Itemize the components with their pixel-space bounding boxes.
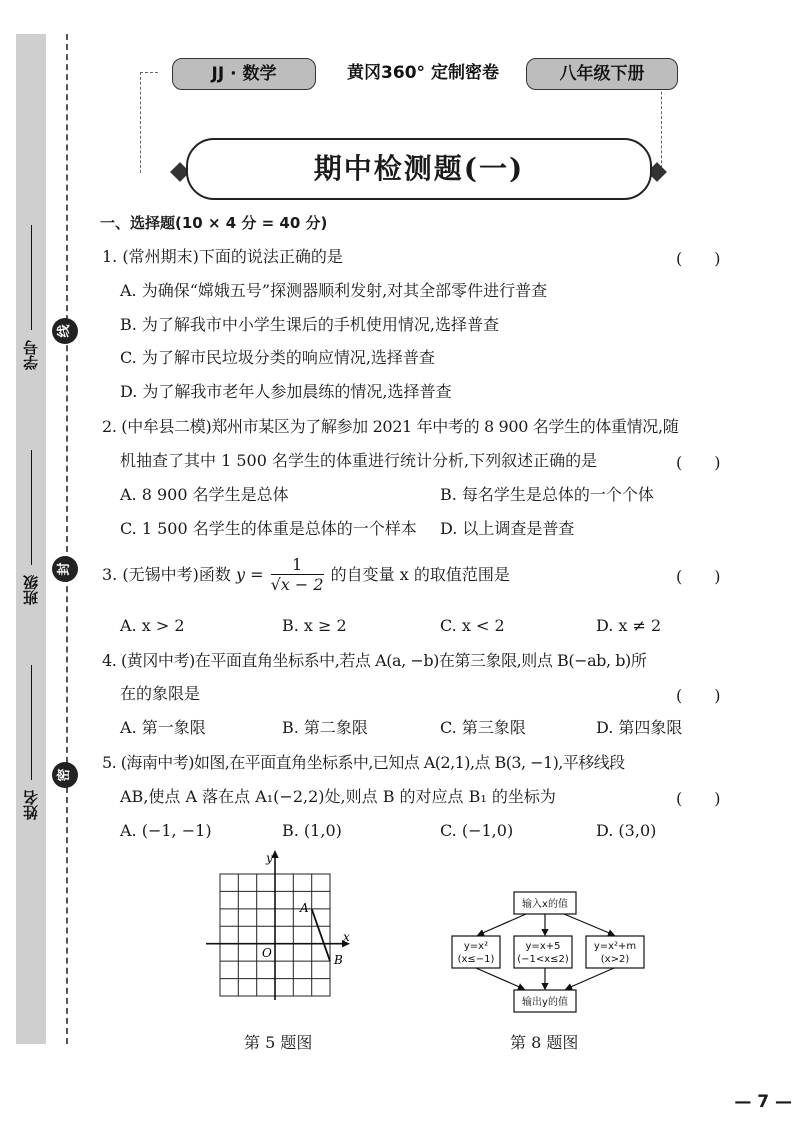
student-number-blank — [31, 225, 32, 330]
q4-option-b: B. 第二象限 — [282, 718, 368, 737]
q4-option-c: C. 第三象限 — [440, 718, 526, 737]
figure-5-caption: 第 5 题图 — [244, 1033, 313, 1052]
figure-5-grid — [200, 850, 360, 1000]
name-label: 姓名 — [22, 790, 40, 820]
q2-stem-line2: 机抽查了其中 1 500 名学生的体重进行统计分析,下列叙述正确的是 — [120, 451, 598, 470]
series-title: 黄冈360° 定制密卷 — [347, 63, 499, 83]
q2-stem-line1: 2. (中牟县二模)郑州市某区为了解参加 2021 年中考的 8 900 名学生的体重情况,随 — [102, 417, 679, 436]
q1-option-a: A. 为确保“嫦娥五号”探测器顺利发射,对其全部零件进行普查 — [120, 281, 548, 300]
segment-ab — [312, 909, 330, 961]
figure-8-caption: 第 8 题图 — [510, 1033, 579, 1052]
q5-stem-line1: 5. (海南中考)如图,在平面直角坐标系中,已知点 A(2,1),点 B(3, −1),平移线段 — [102, 753, 625, 772]
q5-option-b: B. (1,0) — [282, 821, 342, 840]
flow-box3-formula: y=x²+m — [593, 941, 637, 952]
q3-option-b: B. x ≥ 2 — [282, 616, 347, 635]
q2-option-c: C. 1 500 名学生的体重是总体的一个样本 — [120, 519, 417, 538]
origin-label: O — [262, 946, 272, 960]
flow-output: 输出y的值 — [522, 997, 568, 1008]
seal-secret: 密 — [52, 762, 78, 788]
class-label: 班级 — [22, 575, 40, 605]
q3-option-d: D. x ≠ 2 — [596, 616, 662, 635]
q3-y-eq: y = — [235, 565, 264, 584]
subject-pill: JJ · 数学 — [172, 58, 316, 90]
q3-suffix: 的自变量 x 的取值范围是 — [330, 565, 510, 584]
q3-answer-paren: ( ) — [676, 567, 721, 586]
q4-stem-line1: 4. (黄冈中考)在平面直角坐标系中,若点 A(a, −b)在第三象限,则点 B(−ab, b)所 — [102, 651, 647, 670]
flow-box1-range: (x≤−1) — [457, 954, 495, 965]
q3-numerator: 1 — [271, 556, 324, 575]
q3-option-c: C. x < 2 — [440, 616, 505, 635]
section-heading: 一、选择题(10 × 4 分 = 40 分) — [100, 214, 328, 232]
q1-option-d: D. 为了解我市老年人参加晨练的情况,选择普查 — [120, 382, 452, 401]
point-b-label: B — [334, 953, 343, 967]
q2-option-d: D. 以上调查是普查 — [440, 519, 575, 538]
flow-box2-formula: y=x+5 — [525, 941, 561, 952]
flow-box3-range: (x>2) — [600, 954, 630, 965]
q2-answer-paren: ( ) — [676, 453, 721, 472]
q4-option-a: A. 第一象限 — [120, 718, 206, 737]
flow-input: 输入x的值 — [522, 899, 568, 910]
name-blank — [31, 665, 32, 780]
seal-seal: 封 — [52, 556, 78, 582]
q1-option-b: B. 为了解我市中小学生课后的手机使用情况,选择普查 — [120, 315, 500, 334]
q2-option-a: A. 8 900 名学生是总体 — [120, 485, 289, 504]
q4-answer-paren: ( ) — [676, 686, 721, 705]
cut-line — [66, 34, 68, 1044]
flow-box1-formula: y=x² — [463, 941, 489, 952]
grade-pill: 八年级下册 — [526, 58, 678, 90]
q1-stem: 1. (常州期末)下面的说法正确的是 — [102, 247, 343, 266]
class-blank — [31, 450, 32, 565]
flow-box2-range: (−1<x≤2) — [517, 954, 569, 965]
q2-option-b: B. 每名学生是总体的一个个体 — [440, 485, 654, 504]
q5-answer-paren: ( ) — [676, 789, 721, 808]
exam-title: 期中检测题(一) — [186, 138, 652, 200]
q5-option-d: D. (3,0) — [596, 821, 657, 840]
flowchart-boxes — [452, 892, 644, 1012]
y-axis-label: y — [266, 851, 273, 865]
x-axis-label: x — [343, 930, 350, 944]
q3-fraction — [271, 556, 324, 595]
q5-stem-line2: AB,使点 A 落在点 A₁(−2,2)处,则点 B 的对应点 B₁ 的坐标为 — [120, 787, 556, 806]
q1-option-c: C. 为了解市民垃圾分类的响应情况,选择普查 — [120, 348, 435, 367]
page-number: — 7 — — [734, 1092, 792, 1112]
q4-stem-line2: 在的象限是 — [120, 684, 201, 703]
point-a-label: A — [300, 901, 309, 915]
q3-denominator: √x − 2 — [270, 575, 324, 594]
q5-option-a: A. (−1, −1) — [120, 821, 212, 840]
seal-line: 线 — [52, 318, 78, 344]
q3-stem — [102, 555, 510, 595]
student-number-label: 学号 — [22, 340, 40, 370]
q3-option-a: A. x > 2 — [120, 616, 185, 635]
figure-8-flowchart — [448, 886, 653, 1016]
q1-answer-paren: ( ) — [676, 249, 721, 268]
q4-option-d: D. 第四象限 — [596, 718, 683, 737]
q3-prefix: 3. (无锡中考)函数 — [102, 565, 231, 584]
q5-option-c: C. (−1,0) — [440, 821, 514, 840]
